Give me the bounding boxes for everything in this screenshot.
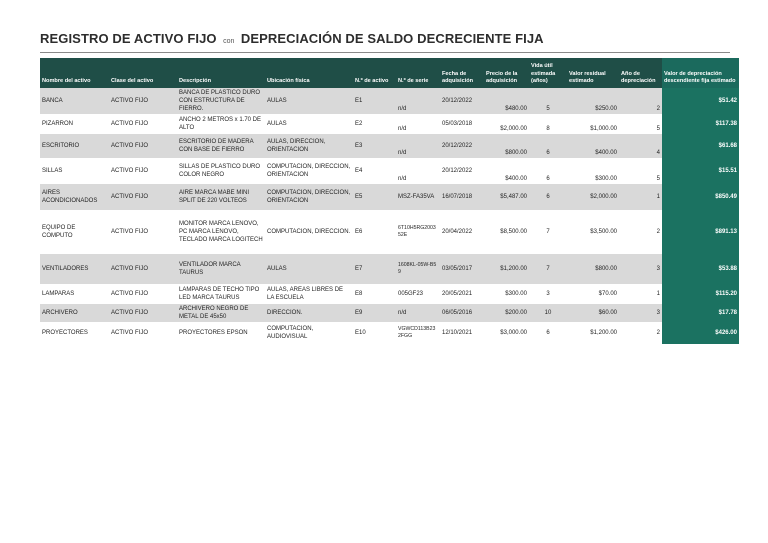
cell-vida: 7 bbox=[529, 254, 567, 284]
cell-ubicacion: DIRECCION. bbox=[265, 304, 353, 322]
table-row bbox=[40, 134, 739, 158]
cell-anio: 2 bbox=[619, 88, 662, 114]
cell-clase: ACTIVO FIJO bbox=[109, 284, 177, 304]
cell-activo: E10 bbox=[353, 322, 396, 344]
cell-depreciacion: $891.13 bbox=[662, 210, 739, 254]
cell-depreciacion: $117.38 bbox=[662, 114, 739, 134]
cell-nombre: LAMPARAS bbox=[40, 284, 109, 304]
cell-depreciacion: $53.88 bbox=[662, 254, 739, 284]
cell-serie: 005GF23 bbox=[396, 284, 440, 304]
cell-anio: 5 bbox=[619, 158, 662, 184]
header-cell: Valor de depreciación descendiente fija estimado bbox=[662, 58, 739, 88]
cell-activo: E4 bbox=[353, 158, 396, 184]
cell-precio: $800.00 bbox=[484, 134, 529, 158]
header-cell: Año de depreciación bbox=[619, 58, 662, 88]
cell-vida: 8 bbox=[529, 114, 567, 134]
cell-activo: E7 bbox=[353, 254, 396, 284]
cell-precio: $8,500.00 bbox=[484, 210, 529, 254]
table-row bbox=[40, 254, 739, 284]
cell-vida: 6 bbox=[529, 184, 567, 210]
cell-descripcion: ARCHIVERO NEGRO DE METAL DE 45x50 bbox=[177, 304, 265, 322]
cell-ubicacion: AULAS, AREAS LIBRES DE LA ESCUELA bbox=[265, 284, 353, 304]
table-row bbox=[40, 114, 739, 134]
table-row bbox=[40, 284, 739, 304]
cell-vida: 5 bbox=[529, 88, 567, 114]
cell-depreciacion: $15.51 bbox=[662, 158, 739, 184]
cell-clase: ACTIVO FIJO bbox=[109, 88, 177, 114]
cell-fecha: 12/10/2021 bbox=[440, 322, 484, 344]
cell-depreciacion: $51.42 bbox=[662, 88, 739, 114]
cell-serie: n/d bbox=[396, 158, 440, 184]
cell-serie: n/d bbox=[396, 114, 440, 134]
cell-clase: ACTIVO FIJO bbox=[109, 210, 177, 254]
title-connector: con bbox=[223, 38, 235, 45]
cell-serie: n/d bbox=[396, 304, 440, 322]
cell-anio: 1 bbox=[619, 184, 662, 210]
cell-residual: $1,200.00 bbox=[567, 322, 619, 344]
cell-vida: 7 bbox=[529, 210, 567, 254]
header-cell: Precio de la adquisición bbox=[484, 58, 529, 88]
cell-residual: $60.00 bbox=[567, 304, 619, 322]
cell-vida: 6 bbox=[529, 134, 567, 158]
cell-activo: E1 bbox=[353, 88, 396, 114]
table-row bbox=[40, 88, 739, 114]
cell-activo: E3 bbox=[353, 134, 396, 158]
cell-anio: 2 bbox=[619, 322, 662, 344]
cell-nombre: BANCA bbox=[40, 88, 109, 114]
cell-residual: $250.00 bbox=[567, 88, 619, 114]
cell-depreciacion: $426.00 bbox=[662, 322, 739, 344]
cell-nombre: VENTILADORES bbox=[40, 254, 109, 284]
header-cell: Fecha de adquisición bbox=[440, 58, 484, 88]
cell-depreciacion: $115.20 bbox=[662, 284, 739, 304]
cell-clase: ACTIVO FIJO bbox=[109, 134, 177, 158]
cell-depreciacion: $61.68 bbox=[662, 134, 739, 158]
document-title bbox=[40, 30, 730, 53]
cell-fecha: 20/12/2022 bbox=[440, 88, 484, 114]
cell-ubicacion: AULAS bbox=[265, 114, 353, 134]
title-main: REGISTRO DE ACTIVO FIJO bbox=[40, 31, 217, 46]
cell-serie: VGWCD113B232FGG bbox=[396, 322, 440, 344]
cell-residual: $1,000.00 bbox=[567, 114, 619, 134]
cell-descripcion: SILLAS DE PLASTICO DURO COLOR NEGRO bbox=[177, 158, 265, 184]
cell-anio: 1 bbox=[619, 284, 662, 304]
cell-descripcion: ANCHO 2 METROS x 1.70 DE ALTO bbox=[177, 114, 265, 134]
cell-anio: 5 bbox=[619, 114, 662, 134]
header-cell: Clase del activo bbox=[109, 58, 177, 88]
header-cell: N.º de activo bbox=[353, 58, 396, 88]
cell-serie: 1608KL-05W-B59 bbox=[396, 254, 440, 284]
cell-activo: E9 bbox=[353, 304, 396, 322]
cell-residual: $400.00 bbox=[567, 134, 619, 158]
cell-precio: $480.00 bbox=[484, 88, 529, 114]
cell-descripcion: AIRE MARCA MABE MINI SPLIT DE 220 VOLTEOS bbox=[177, 184, 265, 210]
cell-serie: n/d bbox=[396, 134, 440, 158]
cell-nombre: EQUIPO DE COMPUTO bbox=[40, 210, 109, 254]
table-row bbox=[40, 304, 739, 322]
header-cell: Nombre del activo bbox=[40, 58, 109, 88]
cell-ubicacion: AULAS bbox=[265, 88, 353, 114]
cell-descripcion: LAMPARAS DE TECHO TIPO LED MARCA TAURUS bbox=[177, 284, 265, 304]
cell-vida: 6 bbox=[529, 322, 567, 344]
cell-serie: MSZ-FA35VA bbox=[396, 184, 440, 210]
cell-clase: ACTIVO FIJO bbox=[109, 254, 177, 284]
cell-residual: $3,500.00 bbox=[567, 210, 619, 254]
cell-serie: 6T10H5RG200352E bbox=[396, 210, 440, 254]
cell-vida: 6 bbox=[529, 158, 567, 184]
cell-precio: $1,200.00 bbox=[484, 254, 529, 284]
cell-nombre: ARCHIVERO bbox=[40, 304, 109, 322]
cell-residual: $300.00 bbox=[567, 158, 619, 184]
cell-clase: ACTIVO FIJO bbox=[109, 184, 177, 210]
cell-vida: 10 bbox=[529, 304, 567, 322]
cell-clase: ACTIVO FIJO bbox=[109, 304, 177, 322]
cell-ubicacion: COMPUTACION, DIRECCION, ORIENTACION bbox=[265, 158, 353, 184]
cell-precio: $5,487.00 bbox=[484, 184, 529, 210]
cell-serie: n/d bbox=[396, 88, 440, 114]
header-cell: Descripción bbox=[177, 58, 265, 88]
cell-descripcion: PROYECTORES EPSON bbox=[177, 322, 265, 344]
cell-depreciacion: $17.78 bbox=[662, 304, 739, 322]
cell-anio: 3 bbox=[619, 304, 662, 322]
table-row bbox=[40, 184, 739, 210]
table-row bbox=[40, 322, 739, 344]
cell-depreciacion: $850.49 bbox=[662, 184, 739, 210]
cell-fecha: 20/04/2022 bbox=[440, 210, 484, 254]
table-header-row bbox=[40, 58, 739, 88]
header-cell: Ubicación física bbox=[265, 58, 353, 88]
cell-activo: E2 bbox=[353, 114, 396, 134]
header-cell: N.º de serie bbox=[396, 58, 440, 88]
header-cell: Valor residual estimado bbox=[567, 58, 619, 88]
cell-clase: ACTIVO FIJO bbox=[109, 322, 177, 344]
asset-register-table bbox=[40, 58, 739, 344]
cell-ubicacion: COMPUTACION, DIRECCION. bbox=[265, 210, 353, 254]
cell-fecha: 05/03/2018 bbox=[440, 114, 484, 134]
cell-ubicacion: AULAS bbox=[265, 254, 353, 284]
cell-fecha: 20/12/2022 bbox=[440, 134, 484, 158]
cell-nombre: PROYECTORES bbox=[40, 322, 109, 344]
cell-activo: E8 bbox=[353, 284, 396, 304]
cell-clase: ACTIVO FIJO bbox=[109, 158, 177, 184]
table-row bbox=[40, 158, 739, 184]
cell-residual: $800.00 bbox=[567, 254, 619, 284]
cell-ubicacion: COMPUTACION, AUDIOVISUAL bbox=[265, 322, 353, 344]
cell-descripcion: MONITOR MARCA LENOVO, PC MARCA LENOVO, TECLADO MARCA LOGITECH bbox=[177, 210, 265, 254]
cell-residual: $2,000.00 bbox=[567, 184, 619, 210]
cell-fecha: 20/12/2022 bbox=[440, 158, 484, 184]
title-sub: DEPRECIACIÓN DE SALDO DECRECIENTE FIJA bbox=[240, 31, 544, 46]
cell-descripcion: ESCRITORIO DE MADERA CON BASE DE FIERRO bbox=[177, 134, 265, 158]
cell-fecha: 16/07/2018 bbox=[440, 184, 484, 210]
cell-descripcion: VENTILADOR MARCA TAURUS bbox=[177, 254, 265, 284]
cell-nombre: SILLAS bbox=[40, 158, 109, 184]
cell-precio: $400.00 bbox=[484, 158, 529, 184]
cell-fecha: 06/05/2016 bbox=[440, 304, 484, 322]
cell-anio: 2 bbox=[619, 210, 662, 254]
cell-descripcion: BANCA DE PLASTICO DURO CON ESTRUCTURA DE FIERRO. bbox=[177, 88, 265, 114]
cell-precio: $300.00 bbox=[484, 284, 529, 304]
cell-ubicacion: AULAS, DIRECCION, ORIENTACION bbox=[265, 134, 353, 158]
cell-precio: $200.00 bbox=[484, 304, 529, 322]
cell-nombre: PIZARRON bbox=[40, 114, 109, 134]
cell-clase: ACTIVO FIJO bbox=[109, 114, 177, 134]
header-cell: Vida útil estimada (años) bbox=[529, 58, 567, 88]
table-row bbox=[40, 210, 739, 254]
cell-nombre: AIRES ACONDICIONADOS bbox=[40, 184, 109, 210]
cell-anio: 3 bbox=[619, 254, 662, 284]
cell-nombre: ESCRITORIO bbox=[40, 134, 109, 158]
cell-ubicacion: COMPUTACION, DIRECCION, ORIENTACION bbox=[265, 184, 353, 210]
cell-fecha: 20/05/2021 bbox=[440, 284, 484, 304]
cell-residual: $70.00 bbox=[567, 284, 619, 304]
cell-precio: $3,000.00 bbox=[484, 322, 529, 344]
cell-activo: E5 bbox=[353, 184, 396, 210]
cell-precio: $2,000.00 bbox=[484, 114, 529, 134]
cell-vida: 3 bbox=[529, 284, 567, 304]
cell-anio: 4 bbox=[619, 134, 662, 158]
cell-fecha: 03/05/2017 bbox=[440, 254, 484, 284]
cell-activo: E6 bbox=[353, 210, 396, 254]
